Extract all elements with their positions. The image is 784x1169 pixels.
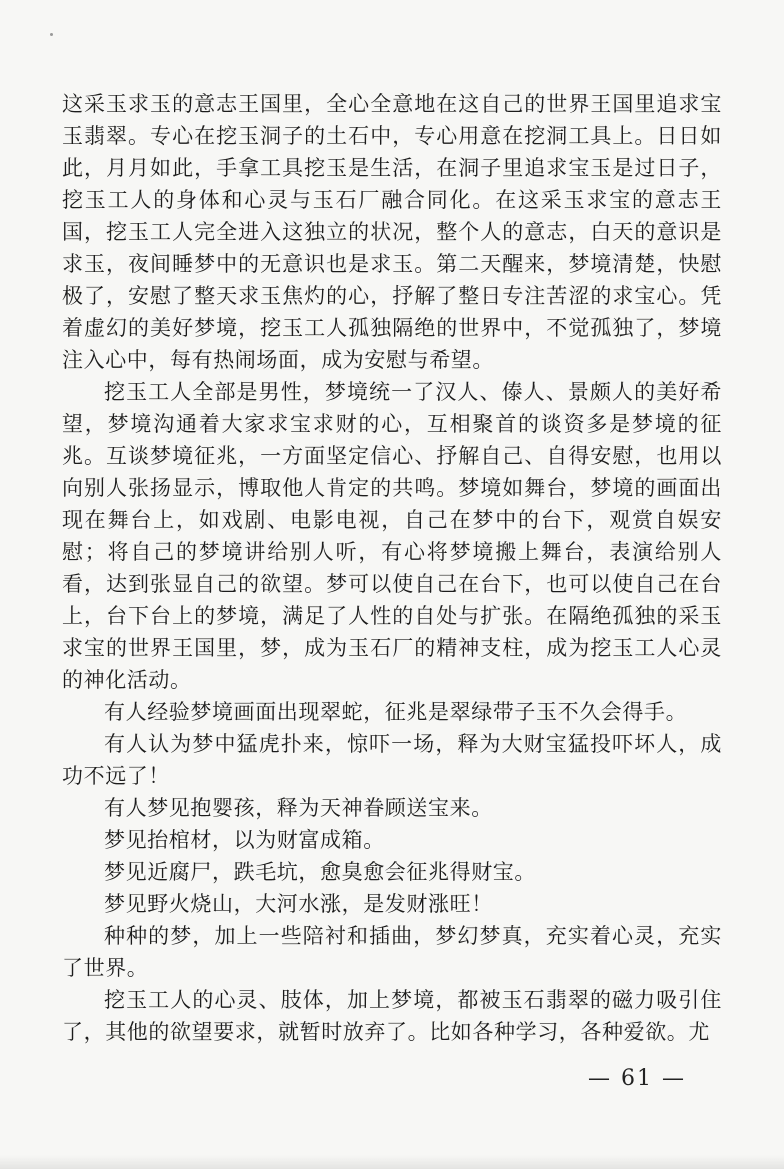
paragraph-6: 梦见抬棺材，以为财富成箱。: [104, 828, 385, 852]
scan-edge-shadow: [0, 1155, 784, 1169]
paragraph-7: 梦见近腐尸，跌毛坑，愈臭愈会征兆得财宝。: [104, 860, 536, 884]
paragraph-9: 种种的梦，加上一些陪衬和插曲，梦幻梦真，充实着心灵，充实了世界。: [62, 924, 722, 980]
scan-speck: [50, 33, 53, 36]
paragraph-5: 有人梦见抱婴孩，释为天神眷顾送宝来。: [104, 796, 493, 820]
paragraph-2: 挖玉工人全部是男性，梦境统一了汉人、傣人、景颇人的美好希望，梦境沟通着大家求宝求财的心，互相聚首的谈资多是梦境的征兆。互谈梦境征兆，一方面坚定信心、抒解自己、自得安慰，也用以向别人张扬显示，博取他人肯定的共鸣。梦境如舞台，梦境的画面出现在舞台上，如戏剧、电影电视，自己在梦中的台下，观赏自娱安慰；将自己的梦境讲给别人听，有心将梦境搬上舞台，表演给别人看，达到张显自己的欲望。梦可以使自己在台下，也可以使自己在台上，台下台上的梦境，满足了人性的自处与扩张。在隔绝孤独的采玉求宝的世界王国里，梦，成为玉石厂的精神支柱，成为挖玉工人心灵的神化活动。: [62, 380, 722, 692]
page-number: — 61 —: [588, 1066, 686, 1091]
paragraph-1: 这采玉求玉的意志王国里，全心全意地在这自己的世界王国里追求宝玉翡翠。专心在挖玉洞子的土石中，专心用意在挖洞工具上。日日如此，月月如此，手拿工具挖玉是生活，在洞子里追求宝玉是过日子，挖玉工人的身体和心灵与玉石厂融合同化。在这采玉求宝的意志王国，挖玉工人完全进入这独立的状况，整个人的意志，白天的意识是求玉，夜间睡梦中的无意识也是求玉。第二天醒来，梦境清楚，快慰极了，安慰了整天求玉焦灼的心，抒解了整日专注苦涩的求宝心。凭着虚幻的美好梦境，挖玉工人孤独隔绝的世界中，不觉孤独了，梦境注入心中，每有热闹场面，成为安慰与希望。: [62, 92, 722, 372]
paragraph-8: 梦见野火烧山，大河水涨，是发财涨旺！: [104, 892, 493, 916]
paragraph-4: 有人认为梦中猛虎扑来，惊吓一场，释为大财宝猛投吓坏人，成功不远了！: [62, 732, 722, 788]
paragraph-3: 有人经验梦境画面出现翠蛇，征兆是翠绿带子玉不久会得手。: [104, 700, 688, 724]
paragraph-10: 挖玉工人的心灵、肢体，加上梦境，都被玉石翡翠的磁力吸引住了，其他的欲望要求，就暂时放弃了。比如各种学习，各种爱欲。尤: [62, 988, 722, 1044]
body-text: [62, 88, 722, 1048]
